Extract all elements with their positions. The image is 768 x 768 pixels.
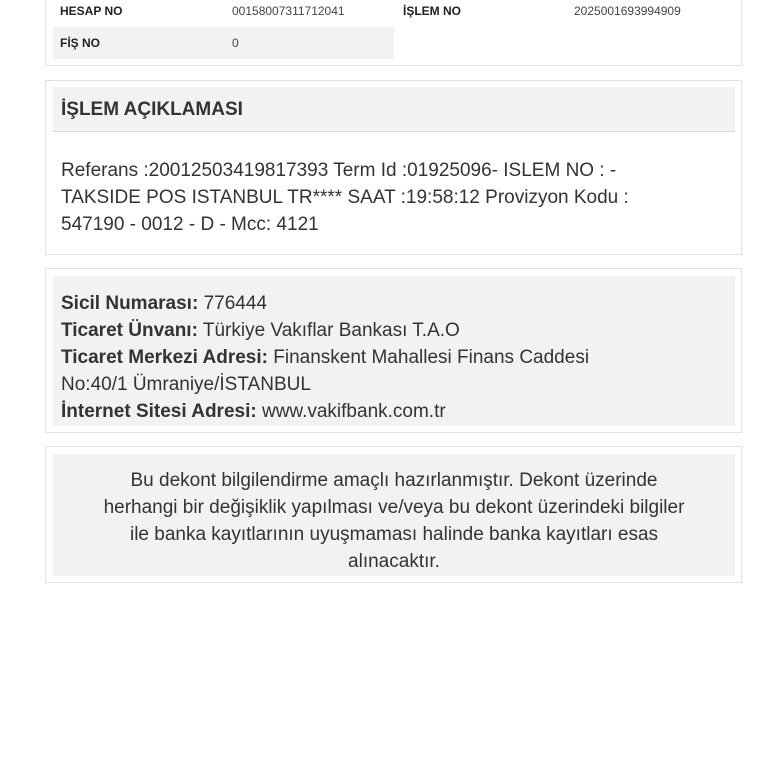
hesap-no-label: HESAP NO xyxy=(60,4,123,18)
web-label: İnternet Sitesi Adresi: xyxy=(61,401,257,422)
description-line: Referans :20012503419817393 Term Id :01925096- ISLEM NO : - xyxy=(61,160,617,181)
islem-no-label: İŞLEM NO xyxy=(403,4,462,18)
disclaimer-box xyxy=(53,454,735,576)
unvan-label: Ticaret Ünvanı: xyxy=(61,320,198,341)
adres-label: Ticaret Merkezi Adresi: xyxy=(61,347,268,368)
unvan-line xyxy=(61,317,721,344)
account-info-card xyxy=(45,0,742,66)
disclaimer-line: alınacaktır. xyxy=(348,551,440,572)
disclaimer-card xyxy=(45,446,742,583)
description-line: 547190 - 0012 - D - Mcc: 4121 xyxy=(61,214,319,235)
web-line xyxy=(61,398,721,425)
adres-value: Finanskent Mahallesi Finans Caddesi xyxy=(273,347,590,368)
disclaimer-line: ile banka kayıtlarının uyuşmaması halinde banka kayıtları esas xyxy=(129,524,659,545)
company-info-card xyxy=(45,268,742,433)
disclaimer-text xyxy=(65,467,723,575)
adres-line-2: No:40/1 Ümraniye/İSTANBUL xyxy=(61,374,311,395)
description-text xyxy=(61,157,721,238)
account-info-row xyxy=(53,27,394,59)
sicil-label: Sicil Numarası: xyxy=(61,293,199,314)
sicil-line xyxy=(61,290,721,317)
sicil-value: 776444 xyxy=(203,293,267,314)
adres-line xyxy=(61,344,721,371)
fis-no-label: FİŞ NO xyxy=(60,36,101,50)
description-line: TAKSIDE POS ISTANBUL TR**** SAAT :19:58:12 Provizyon Kodu : xyxy=(61,187,629,208)
hesap-no-value: 00158007311712041 xyxy=(232,4,345,18)
unvan-value: Türkiye Vakıflar Bankası T.A.O xyxy=(202,320,460,341)
description-title: İŞLEM AÇIKLAMASI xyxy=(61,99,243,120)
account-info-row xyxy=(53,0,735,27)
transaction-description-card xyxy=(45,80,742,255)
web-value[interactable]: www.vakifbank.com.tr xyxy=(261,401,446,422)
description-header xyxy=(53,87,735,132)
company-info-box xyxy=(53,276,735,426)
company-info-lines xyxy=(61,290,721,425)
fis-no-value: 0 xyxy=(232,36,239,50)
islem-no-value: 2025001693994909 xyxy=(574,4,681,18)
disclaimer-line: Bu dekont bilgilendirme amaçlı hazırlanmıştır. Dekont üzerinde xyxy=(130,470,658,491)
disclaimer-line: herhangi bir değişiklik yapılması ve/veya bu dekont üzerindeki bilgiler xyxy=(103,497,685,518)
